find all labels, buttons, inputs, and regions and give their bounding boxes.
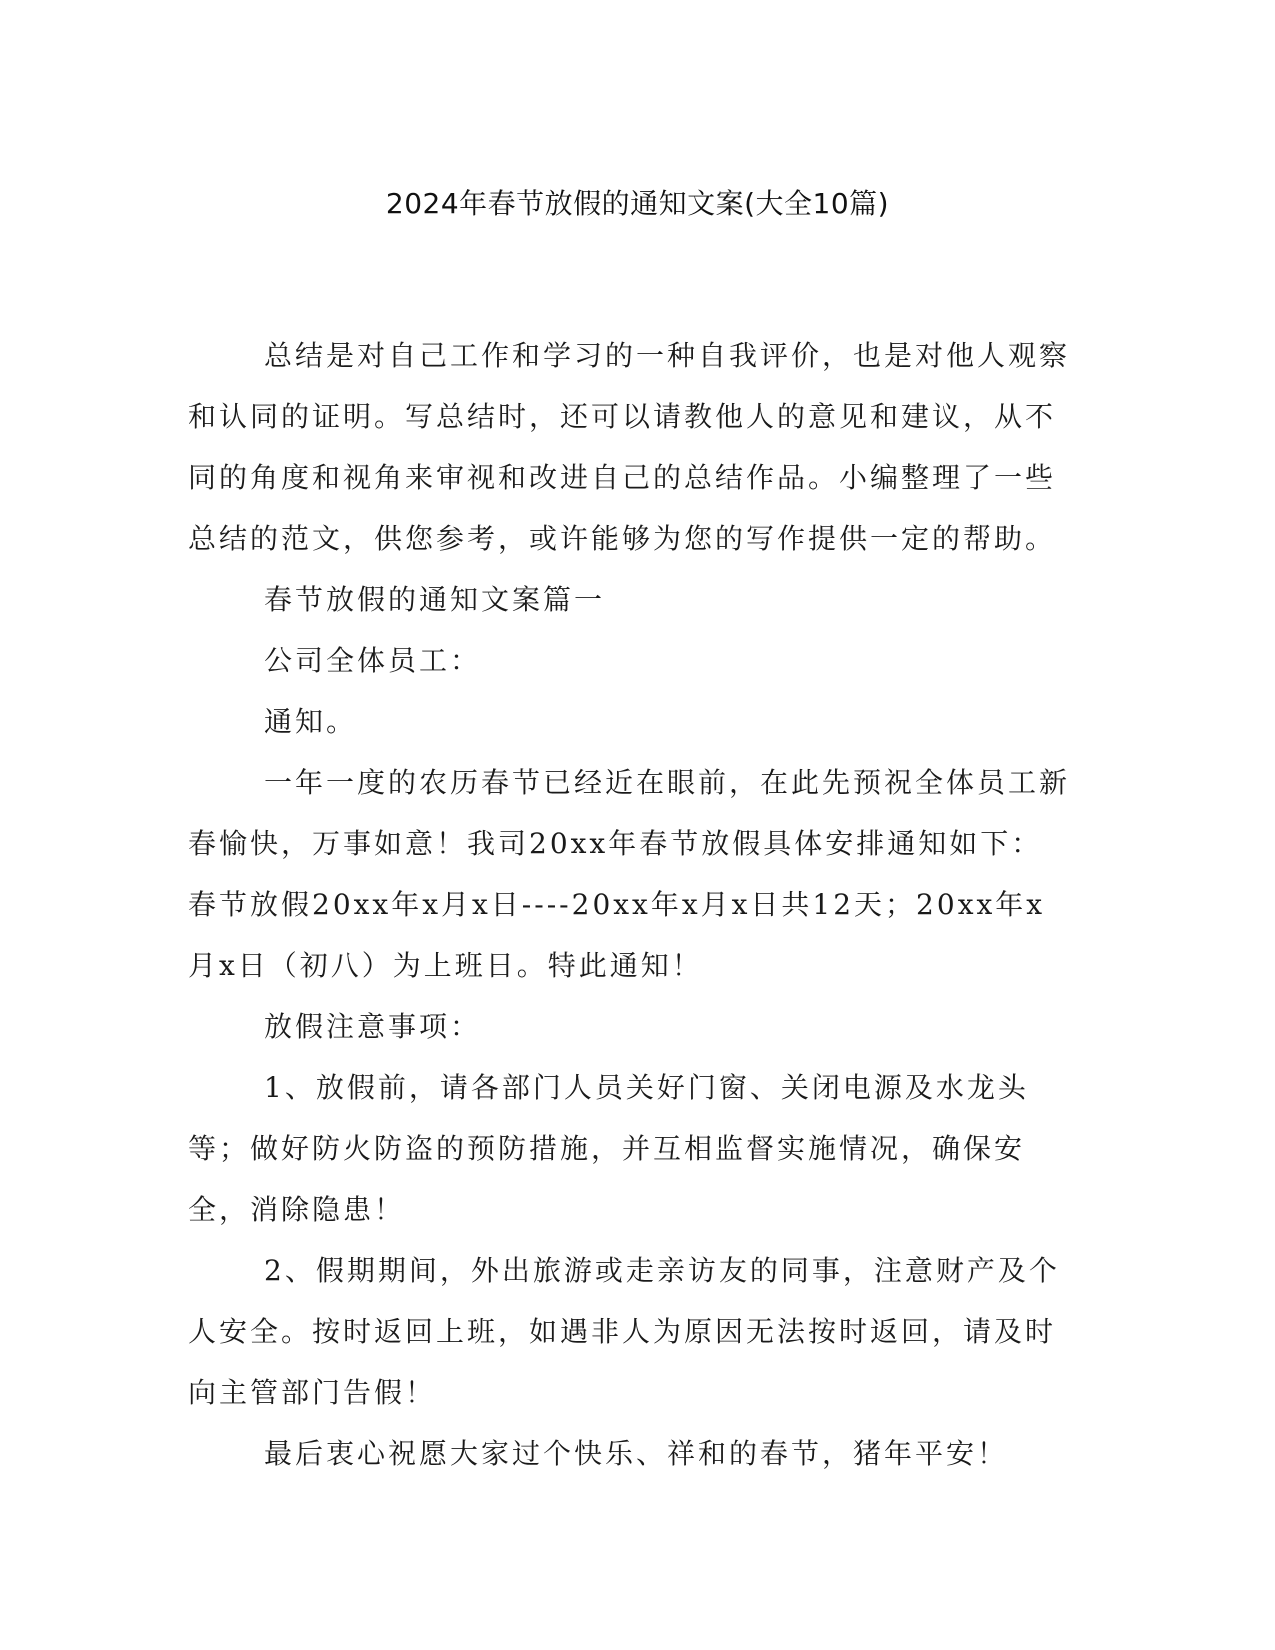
notice-label: 通知。 [264,705,358,738]
salutation: 公司全体员工： [264,644,482,677]
notes-heading: 放假注意事项： [264,1010,482,1043]
note-item-1: 1、放假前，请各部门人员关好门窗、关闭电源及水龙头等；做好防火防盗的预防措施，并互相监督实施情况，确保安全，消除隐患！ [188,1071,1029,1226]
closing-wish: 最后衷心祝愿大家过个快乐、祥和的春节，猪年平安！ [264,1437,1009,1470]
section-heading: 春节放假的通知文案篇一 [264,583,606,616]
note-item-2: 2、假期期间，外出旅游或走亲访友的同事，注意财产及个人安全。按时返回上班，如遇非人为原因无法按时返回，请及时向主管部门告假！ [188,1254,1060,1409]
holiday-arrangement-paragraph: 一年一度的农历春节已经近在眼前，在此先预祝全体员工新春愉快，万事如意！我司20xx年春节放假具体安排通知如下：春节放假20xx年x月x日----20xx年x月x日共12天；20xx年x月x日（初八）为上班日。特此通知！ [188,766,1071,982]
intro-paragraph: 总结是对自己工作和学习的一种自我评价，也是对他人观察和认同的证明。写总结时，还可以请教他人的意见和建议，从不同的角度和视角来审视和改进自己的总结作品。小编整理了一些总结的范文，供您参考，或许能够为您的写作提供一定的帮助。 [188,339,1071,555]
document-title: 2024年春节放假的通知文案(大全10篇) [385,187,890,220]
document-body [188,325,1073,1484]
